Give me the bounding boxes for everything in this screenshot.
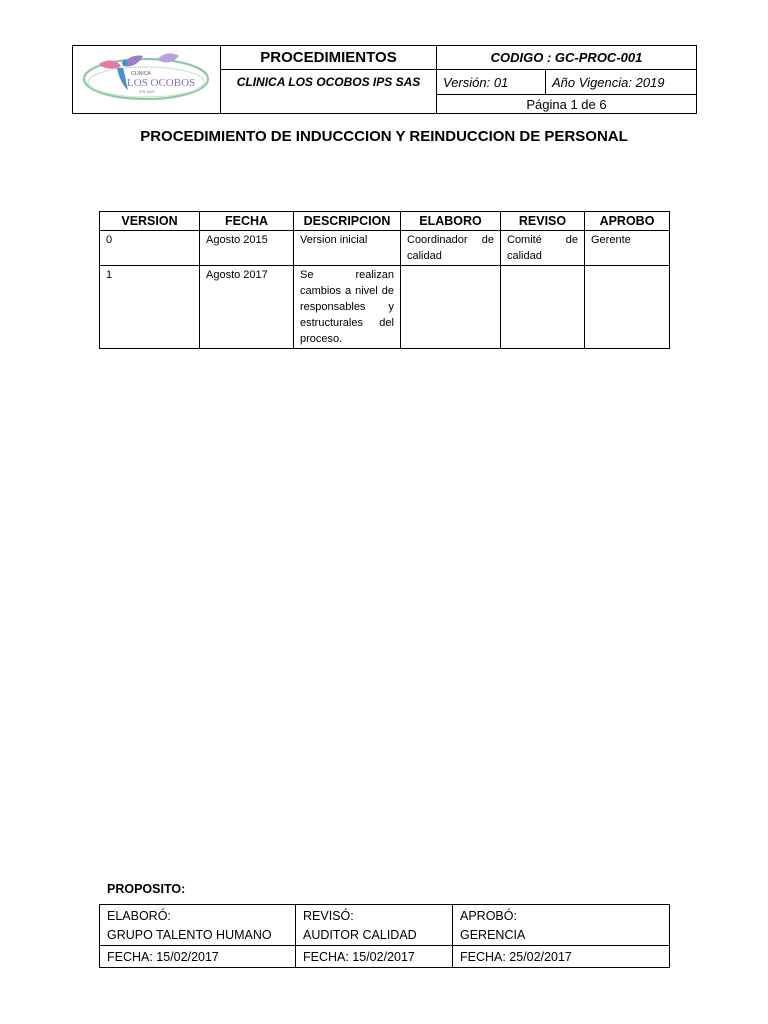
aprobo-date: FECHA: 25/02/2017 <box>453 946 670 968</box>
table-cell: Version inicial <box>294 231 401 266</box>
aprobo-cell <box>453 905 670 946</box>
table-row <box>100 231 670 266</box>
reviso-value: AUDITOR CALIDAD <box>303 928 417 942</box>
document-code: CODIGO : GC-PROC-001 <box>437 46 697 70</box>
column-header: REVISO <box>501 212 585 231</box>
table-cell <box>585 266 670 349</box>
elaboro-label: ELABORÓ: <box>107 909 171 923</box>
column-header: APROBO <box>585 212 670 231</box>
table-cell: 0 <box>100 231 200 266</box>
svg-text:LOS OCOBOS: LOS OCOBOS <box>127 77 196 89</box>
aprobo-label: APROBÓ: <box>460 909 517 923</box>
approval-row <box>100 905 670 946</box>
aprobo-value: GERENCIA <box>460 928 526 942</box>
header-title: PROCEDIMIENTOS <box>260 48 397 66</box>
document-header <box>72 45 697 114</box>
svg-text:CLINICA: CLINICA <box>131 71 151 77</box>
column-header: FECHA <box>200 212 294 231</box>
page-number: Página 1 de 6 <box>437 95 697 114</box>
table-cell <box>501 266 585 349</box>
column-header: VERSION <box>100 212 200 231</box>
header-title-cell <box>221 46 437 70</box>
table-cell: Agosto 2017 <box>200 266 294 349</box>
table-cell: Coordinador de calidad <box>401 231 501 266</box>
column-header: ELABORO <box>401 212 501 231</box>
elaboro-cell <box>100 905 296 946</box>
svg-text:IPS SAS: IPS SAS <box>139 89 155 94</box>
reviso-cell <box>296 905 453 946</box>
table-cell: Gerente <box>585 231 670 266</box>
column-header: DESCRIPCION <box>294 212 401 231</box>
elaboro-date: FECHA: 15/02/2017 <box>100 946 296 968</box>
table-cell: Agosto 2015 <box>200 231 294 266</box>
approval-date-row <box>100 946 670 968</box>
logo-cell <box>73 46 221 114</box>
document-version: Versión: 01 <box>437 70 546 95</box>
version-table <box>99 211 670 349</box>
document-year: Año Vigencia: 2019 <box>546 70 697 95</box>
reviso-date: FECHA: 15/02/2017 <box>296 946 453 968</box>
version-table-header <box>100 212 670 231</box>
table-cell: 1 <box>100 266 200 349</box>
table-cell: Se realizan cambios a nivel de responsables y estructurales del proceso. <box>294 266 401 349</box>
table-cell: Comité de calidad <box>501 231 585 266</box>
header-subtitle-cell <box>221 70 437 114</box>
purpose-label: PROPOSITO: <box>107 882 186 896</box>
document-title: PROCEDIMIENTO DE INDUCCCION Y REINDUCCION DE PERSONAL <box>140 128 628 145</box>
table-cell <box>401 266 501 349</box>
reviso-label: REVISÓ: <box>303 909 354 923</box>
clinic-logo <box>73 46 219 108</box>
header-subtitle: CLINICA LOS OCOBOS IPS SAS <box>236 75 421 89</box>
elaboro-value: GRUPO TALENTO HUMANO <box>107 928 272 942</box>
table-row <box>100 266 670 349</box>
approval-table <box>99 904 670 968</box>
